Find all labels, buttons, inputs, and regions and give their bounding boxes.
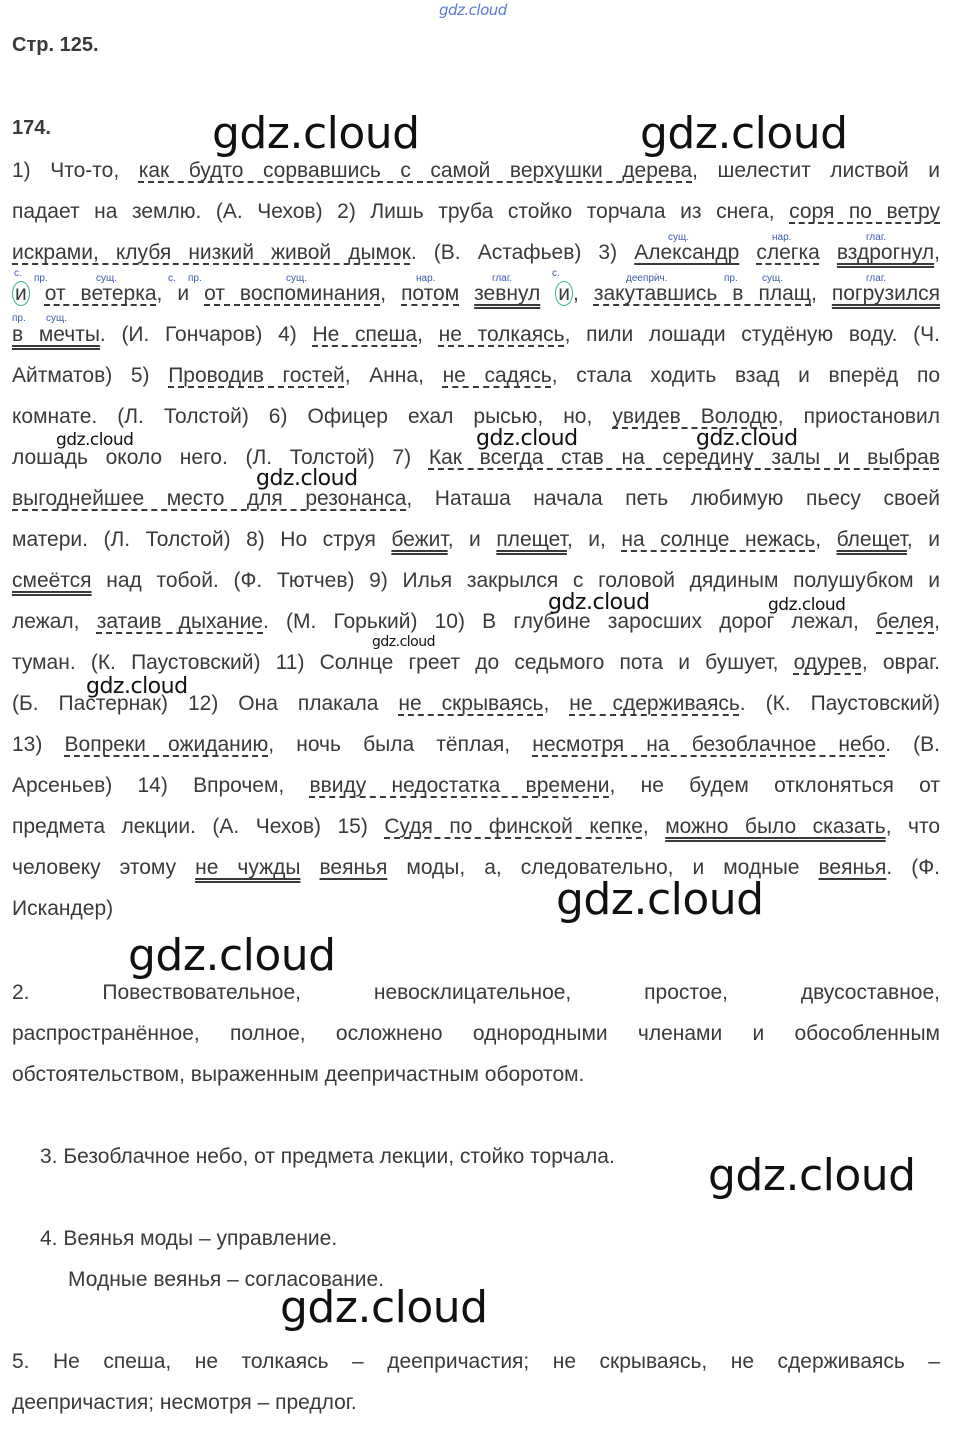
text-line-5: в мечты. (И. Гончаров) 4) Не спеша, не толкаясь, пили лошади студёную воду. (Ч. xyxy=(12,323,940,346)
annotation: глаг. xyxy=(866,273,887,284)
text-line-15: 13) Вопреки ожиданию, ночь была тёплая, несмотря на безоблачное небо. (В. xyxy=(12,733,941,756)
text-line-19: Искандер) xyxy=(12,897,114,920)
text-line-18: человеку этому не чужды веянья моды, а, следовательно, и модные веянья. (Ф. xyxy=(12,856,941,879)
annotation: сущ. xyxy=(762,273,784,284)
text-line-6: Айтматов) 5) Проводив гостей, Анна, не садясь, стала ходить взад и вперёд по xyxy=(12,364,941,387)
annotation: нар. xyxy=(772,232,792,243)
answer-4-line-2: Модные веянья – согласование. xyxy=(68,1268,385,1291)
watermark: gdz.cloud xyxy=(768,595,846,615)
watermark: gdz.cloud xyxy=(56,430,134,450)
annotation: пр. xyxy=(188,273,202,284)
text-line-13: туман. (К. Паустовский) 11) Солнце греет до седьмого пота и бушует, одурев, овраг. xyxy=(12,651,941,674)
annotation: нар. xyxy=(416,273,436,284)
text-line-16: Арсеньев) 14) Впрочем, ввиду недостатка времени, не будем отклоняться от xyxy=(12,774,940,797)
answer-2-line-1: 2. Повествовательное, невосклицательное, простое, двусоставное, xyxy=(12,981,940,1004)
site-label: gdz.cloud xyxy=(439,1,507,19)
watermark: gdz.cloud xyxy=(556,874,764,925)
watermark: gdz.cloud xyxy=(640,108,848,159)
text-line-2: падает на землю. (А. Чехов) 2) Лишь труба стойко торчала из снега, соря по ветру xyxy=(12,200,940,223)
text-line-12: лежал, затаив дыхание. (М. Горький) 10) В глубине заросших дорог лежал, белея, xyxy=(12,610,940,633)
text-line-1: 1) Что-то, как будто сорвавшись с самой верхушки дерева, шелестит листвой и xyxy=(12,159,940,182)
text-line-11: смеётся над тобой. (Ф. Тютчев) 9) Илья закрылся с головой дядиным полушубком и xyxy=(12,569,940,592)
answer-3: 3. Безоблачное небо, от предмета лекции, стойко торчала. xyxy=(40,1145,615,1168)
annotation: сущ. xyxy=(286,273,308,284)
watermark: gdz.cloud xyxy=(212,108,420,159)
annotation: глаг. xyxy=(492,273,513,284)
text-line-8: лошадь около него. (Л. Толстой) 7) Как всегда став на середину залы и выбрав xyxy=(12,446,940,469)
annotation: пр. xyxy=(34,273,48,284)
watermark: gdz.cloud xyxy=(476,426,578,451)
watermark: gdz.cloud xyxy=(256,466,358,491)
page-label: Стр. 125. xyxy=(12,34,99,56)
answer-2-line-2: распространённое, полное, осложнено однородными членами и обособленным xyxy=(12,1022,940,1045)
annotation: деепрѝч. xyxy=(626,273,668,284)
text-line-14: (Б. Пастернак) 12) Она плакала не скрываясь, не сдерживаясь. (К. Паустовский) xyxy=(12,692,941,715)
text-line-7: комнате. (Л. Толстой) 6) Офицер ехал рысью, но, увидев Володю, приостановил xyxy=(12,405,941,428)
answer-2-line-3: обстоятельством, выраженным деепричастным оборотом. xyxy=(12,1063,585,1086)
watermark: gdz.cloud xyxy=(280,1282,488,1333)
watermark: gdz.cloud xyxy=(86,674,188,699)
answer-5-line-2: деепричастия; несмотря – предлог. xyxy=(12,1391,357,1414)
exercise-number: 174. xyxy=(12,117,51,139)
annotation: пр. xyxy=(12,313,26,324)
answer-5-line-1: 5. Не спеша, не толкаясь – деепричастия; не скрываясь, не сдерживаясь – xyxy=(12,1350,940,1373)
text-line-3: искрами, клубя низкий живой дымок. (В. Астафьев) 3) Александр слегка вздрогнул, xyxy=(12,241,940,264)
text-line-4: и от ветерка, и от воспоминания, потом зевнул и , закутавшись в плащ, погрузился xyxy=(12,280,940,308)
text-line-10: матери. (Л. Толстой) 8) Но струя бежит, и плещет, и, на солнце нежась, блещет, и xyxy=(12,528,940,551)
annotation: пр. xyxy=(724,273,738,284)
watermark: gdz.cloud xyxy=(372,634,435,650)
annotation: сущ. xyxy=(46,313,68,324)
watermark: gdz.cloud xyxy=(548,590,650,615)
annotation: с. xyxy=(168,273,176,284)
annotation: глаг. xyxy=(866,232,887,243)
text-line-9: выгоднейшее место для резонанса, Наташа начала петь любимую пьесу своей xyxy=(12,487,941,510)
annotation: с. xyxy=(552,268,560,279)
annotation: с. xyxy=(14,268,22,279)
text-line-17: предмета лекции. (А. Чехов) 15) Судя по финской кепке, можно было сказать, что xyxy=(12,815,940,838)
annotation: сущ. xyxy=(668,232,690,243)
watermark: gdz.cloud xyxy=(696,426,798,451)
answer-4-line-1: 4. Веянья моды – управление. xyxy=(40,1227,338,1250)
annotation: сущ. xyxy=(96,273,118,284)
watermark: gdz.cloud xyxy=(708,1150,916,1201)
watermark: gdz.cloud xyxy=(128,930,336,981)
